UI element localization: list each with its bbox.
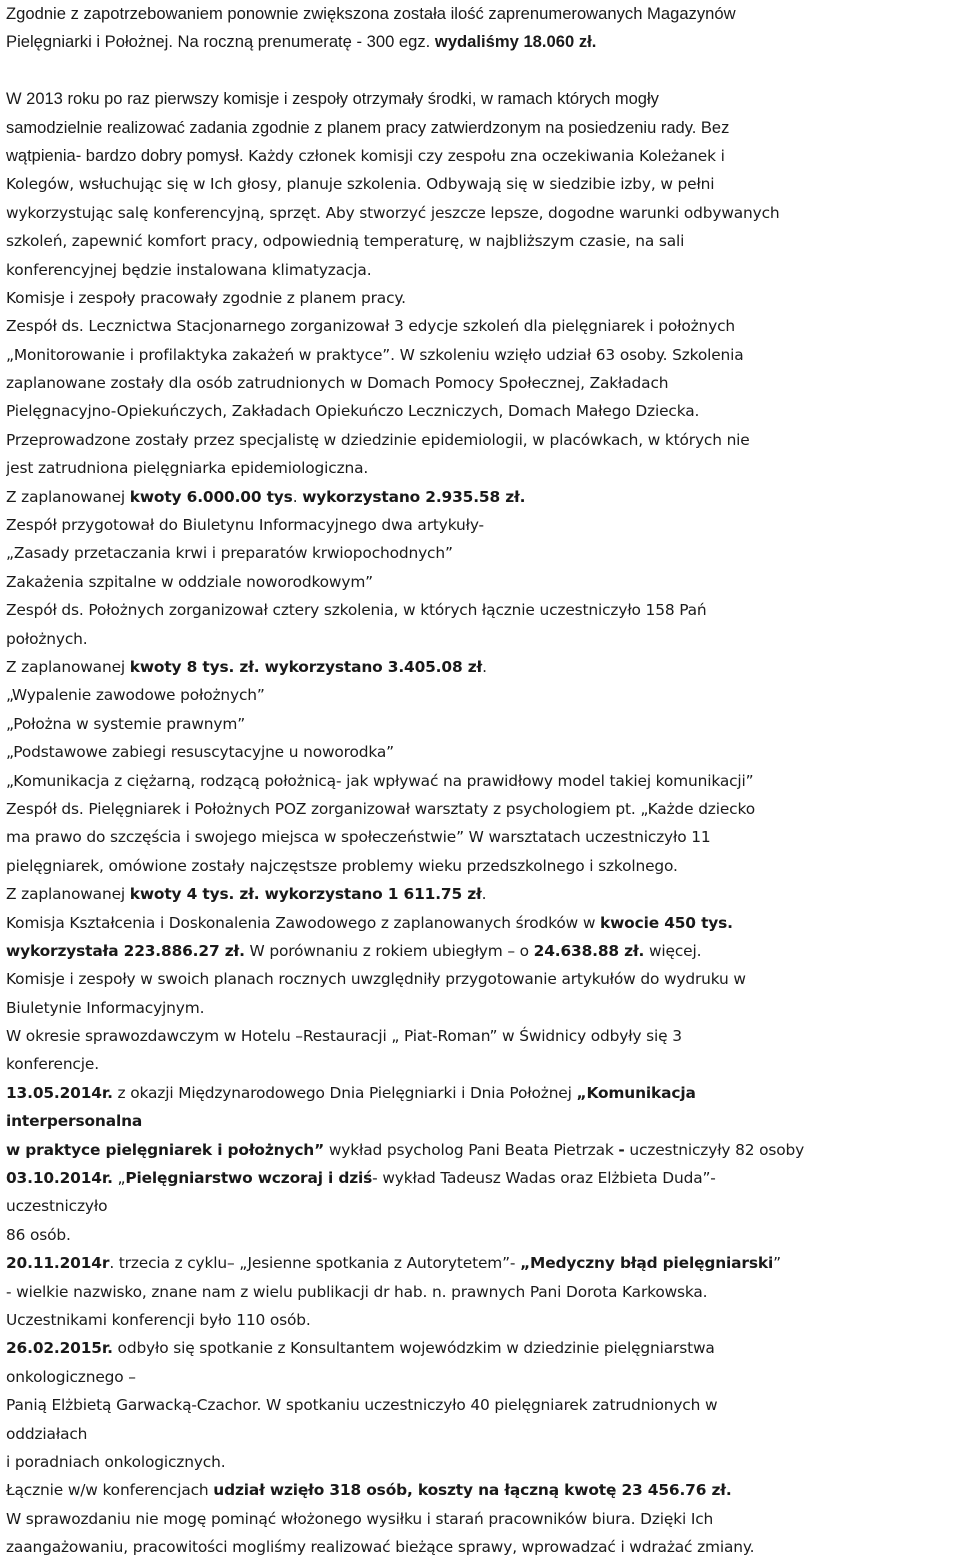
text-line: [6, 880, 956, 908]
text-line: [6, 0, 956, 28]
text-run: „Położna w systemie prawnym”: [6, 714, 246, 733]
text-run: ma prawo do szczęścia i swojego miejsca w społeczeństwie” W warsztatach uczestniczyło 11: [6, 828, 711, 847]
text-line: [6, 426, 956, 454]
bold-text-run: „Komunikacja: [576, 1083, 696, 1102]
text-run: Biuletynie Informacyjnym.: [6, 998, 205, 1017]
bold-text-run: kwoty 8 tys. zł. wykorzystano 3.405.08 zł: [129, 657, 483, 676]
text-run: zaplanowane zostały dla osób zatrudnionych w Domach Pomocy Społecznej, Zakładach: [6, 374, 669, 393]
text-line: [6, 369, 956, 397]
text-run: Kolegów, wsłuchując się w Ich głosy, planuje szkolenia. Odbywają się w siedzibie izby, w pełni: [6, 175, 715, 194]
bold-text-run: kwoty 4 tys. zł. wykorzystano 1 611.75 zł: [129, 885, 482, 904]
text-line: [6, 937, 956, 965]
text-line: [6, 1448, 956, 1476]
text-run: wykorzystując salę konferencyjną, sprzęt. Aby stworzyć jeszcze lepsze, dogodne warunki odbywanych: [6, 203, 780, 222]
bold-text-run: wydaliśmy 18.060 zł.: [434, 32, 597, 52]
text-line: [6, 312, 956, 340]
text-run: samodzielnie realizować zadania zgodnie z planem pracy zatwierdzonym na posiedzeniu rady. Bez: [6, 118, 730, 137]
text-run: położnych.: [6, 629, 88, 648]
text-line: [6, 1079, 956, 1107]
text-line: [6, 57, 956, 85]
text-run: Łącznie w/w konferencjach: [6, 1481, 214, 1500]
text-run: Pielęgniarki i Położnej. Na roczną prenumeratę - 300 egz.: [6, 32, 435, 52]
bold-text-run: kwoty 6.000.00 tys: [129, 487, 293, 506]
text-run: Z zaplanowanej: [6, 657, 130, 676]
text-run: „Podstawowe zabiegi resuscytacyjne u noworodka”: [6, 743, 394, 762]
text-line: [6, 767, 956, 795]
bold-text-run: udział wzięło 318 osób, koszty na łączną kwotę 23 456.76 zł.: [213, 1481, 732, 1500]
text-line: [6, 1221, 956, 1249]
text-run: W 2013 roku po raz pierwszy komisje i zespoły otrzymały środki, w ramach których mogły: [6, 90, 659, 109]
text-run: .: [482, 657, 487, 676]
text-run: Przeprowadzone zostały przez specjalistę w dziedzinie epidemiologii, w placówkach, w których nie: [6, 430, 750, 449]
text-line: [6, 994, 956, 1022]
text-run: Zespół ds. Pielęgniarek i Położnych POZ zorganizował warsztaty z psychologiem pt. „Każde dziecko: [6, 799, 755, 818]
text-run: pielęgniarek, omówione zostały najczęstsze problemy wieku przedszkolnego i szkolnego.: [6, 856, 678, 875]
text-run: konferencyjnej będzie instalowana klimatyzacja.: [6, 260, 372, 279]
text-run: Panią Elżbietą Garwacką-Czachor. W spotkaniu uczestniczyło 40 pielęgniarek zatrudnionych w: [6, 1396, 718, 1415]
bold-text-run: 03.10.2014r.: [6, 1169, 113, 1188]
text-run: odbyło się spotkanie z Konsultantem wojewódzkim w dziedzinie pielęgniarstwa: [112, 1339, 715, 1358]
text-line: [6, 341, 956, 369]
text-run: „Komunikacja z ciężarną, rodzącą położnicą- jak wpływać na prawidłowy model takiej komunikacji”: [6, 771, 754, 790]
text-run: uczestniczyło: [6, 1197, 108, 1216]
text-line: [6, 85, 956, 113]
text-line: [6, 1533, 956, 1561]
text-run: Z zaplanowanej: [6, 487, 130, 506]
text-line: [6, 1476, 956, 1504]
text-run: Zakażenia szpitalne w oddziale noworodkowym”: [6, 572, 373, 591]
text-run: onkologicznego –: [6, 1367, 136, 1386]
text-line: [6, 1164, 956, 1192]
text-line: [6, 142, 956, 170]
text-run: „Wypalenie zawodowe położnych”: [6, 686, 265, 705]
text-run: 86 osób.: [6, 1225, 71, 1244]
text-line: [6, 539, 956, 567]
text-run: Zespół ds. Położnych zorganizował cztery szkolenia, w których łącznie uczestniczyło 158 Pań: [6, 601, 707, 620]
text-line: [6, 795, 956, 823]
text-run: wykład psycholog Pani Beata Pietrzak: [324, 1140, 619, 1159]
text-line: [6, 1192, 956, 1220]
text-line: [6, 1363, 956, 1391]
text-line: [6, 1022, 956, 1050]
text-run: .: [481, 885, 487, 904]
text-line: [6, 653, 956, 681]
text-line: [6, 1278, 956, 1306]
text-line: [6, 28, 956, 56]
text-line: [6, 852, 956, 880]
bold-text-run: 26.02.2015r.: [6, 1339, 113, 1358]
text-run: Komisja Kształcenia i Doskonalenia Zawodowego z zaplanowanych środków w: [6, 913, 601, 932]
text-run: Komisje i zespoły pracowały zgodnie z planem pracy.: [6, 288, 406, 307]
text-line: [6, 397, 956, 425]
text-run: z okazji Międzynarodowego Dnia Pielęgniarki i Dnia Położnej: [112, 1083, 577, 1102]
text-line: [6, 114, 956, 142]
text-run: ”: [773, 1254, 781, 1273]
text-line: [6, 1505, 956, 1533]
text-line: [6, 454, 956, 482]
text-line: [6, 199, 956, 227]
text-run: Zespół przygotował do Biuletynu Informacyjnego dwa artykuły-: [6, 516, 484, 535]
text-line: [6, 1334, 956, 1362]
text-run: „Zasady przetaczania krwi i preparatów krwiopochodnych”: [6, 544, 453, 563]
text-run: uczestniczyły 82 osoby: [624, 1140, 805, 1159]
text-run: więcej.: [644, 941, 702, 960]
text-line: [6, 625, 956, 653]
text-run: Uczestnikami konferencji było 110 osób.: [6, 1310, 311, 1329]
text-run: szkoleń, zapewnić komfort pracy, odpowiednią temperaturę, w najbliższym czasie, na sali: [6, 232, 685, 251]
text-line: [6, 681, 956, 709]
text-line: [6, 256, 956, 284]
text-line: [6, 1107, 956, 1135]
text-run: - wykład Tadeusz Wadas oraz Elżbieta Duda”-: [372, 1169, 716, 1188]
text-line: [6, 1249, 956, 1277]
bold-text-run: 20.11.2014r: [6, 1254, 110, 1273]
text-line: [6, 284, 956, 312]
text-line: [6, 738, 956, 766]
bold-text-run: wykorzystała 223.886.27 zł.: [6, 941, 245, 960]
text-line: [6, 909, 956, 937]
text-run: .: [292, 487, 303, 506]
text-run: Komisje i zespoły w swoich planach rocznych uwzględniły przygotowanie artykułów do wydruku w: [6, 970, 746, 989]
text-line: [6, 1420, 956, 1448]
text-line: [6, 596, 956, 624]
text-run: Zgodnie z zapotrzebowaniem ponownie zwiększona została ilość zaprenumerowanych Magazynów: [6, 4, 736, 23]
text-run: W okresie sprawozdawczym w Hotelu –Restauracji „ Piat-Roman” w Świdnicy odbyły się 3: [6, 1027, 682, 1046]
text-run: W sprawozdaniu nie mogę pominąć włożonego wysiłku i starań pracowników biura. Dzięki Ich: [6, 1509, 714, 1528]
text-line: [6, 483, 956, 511]
text-line: [6, 710, 956, 738]
text-line: [6, 965, 956, 993]
text-run: i poradniach onkologicznych.: [6, 1452, 226, 1471]
text-run: oddziałach: [6, 1424, 88, 1443]
text-line: [6, 1136, 956, 1164]
text-run: jest zatrudniona pielęgniarka epidemiologiczna.: [6, 459, 369, 478]
bold-text-run: kwocie 450 tys.: [600, 913, 733, 932]
text-run: Każdy członek komisji czy zespołu zna oczekiwania Koleżanek i: [248, 146, 725, 165]
bold-text-run: 13.05.2014r.: [6, 1083, 113, 1102]
text-line: [6, 568, 956, 596]
text-line: [6, 1306, 956, 1334]
text-run: Pielęgnacyjno-Opiekuńczych, Zakładach Opiekuńczo Leczniczych, Domach Małego Dziecka.: [6, 402, 700, 421]
text-line: [6, 1050, 956, 1078]
text-line: [6, 170, 956, 198]
bold-text-run: 24.638.88 zł.: [533, 941, 645, 960]
text-run: Zespół ds. Lecznictwa Stacjonarnego zorganizował 3 edycje szkoleń dla pielęgniarek i położnych: [6, 317, 736, 336]
text-run: „: [112, 1169, 126, 1188]
text-run: - wielkie nazwisko, znane nam z wielu publikacji dr hab. n. prawnych Pani Dorota Karkowska.: [6, 1282, 708, 1301]
text-line: [6, 511, 956, 539]
text-run: konferencje.: [6, 1055, 99, 1074]
bold-text-run: interpersonalna: [6, 1112, 143, 1131]
text-run: . trzecia z cyklu– „Jesienne spotkania z Autorytetem”-: [109, 1254, 521, 1273]
text-run: W porównaniu z rokiem ubiegłym – o: [244, 941, 534, 960]
text-run: wątpienia- bardzo dobry pomysł.: [6, 146, 249, 165]
bold-text-run: wykorzystano 2.935.58 zł.: [302, 487, 526, 506]
text-run: „Monitorowanie i profilaktyka zakażeń w praktyce”. W szkoleniu wzięło udział 63 osoby. Szkolenia: [6, 345, 744, 364]
text-line: [6, 227, 956, 255]
bold-text-run: „Medyczny błąd pielęgniarski: [520, 1254, 774, 1273]
bold-text-run: -: [618, 1140, 625, 1159]
text-line: [6, 1391, 956, 1419]
bold-text-run: w praktyce pielęgniarek i położnych”: [6, 1140, 325, 1159]
text-line: [6, 823, 956, 851]
text-run: zaangażowaniu, pracowitości mogliśmy realizować bieżące sprawy, wprowadzać i wdrażać zmiany.: [6, 1538, 755, 1557]
bold-text-run: Pielęgniarstwo wczoraj i dziś: [125, 1169, 373, 1188]
text-run: Z zaplanowanej: [6, 885, 130, 904]
